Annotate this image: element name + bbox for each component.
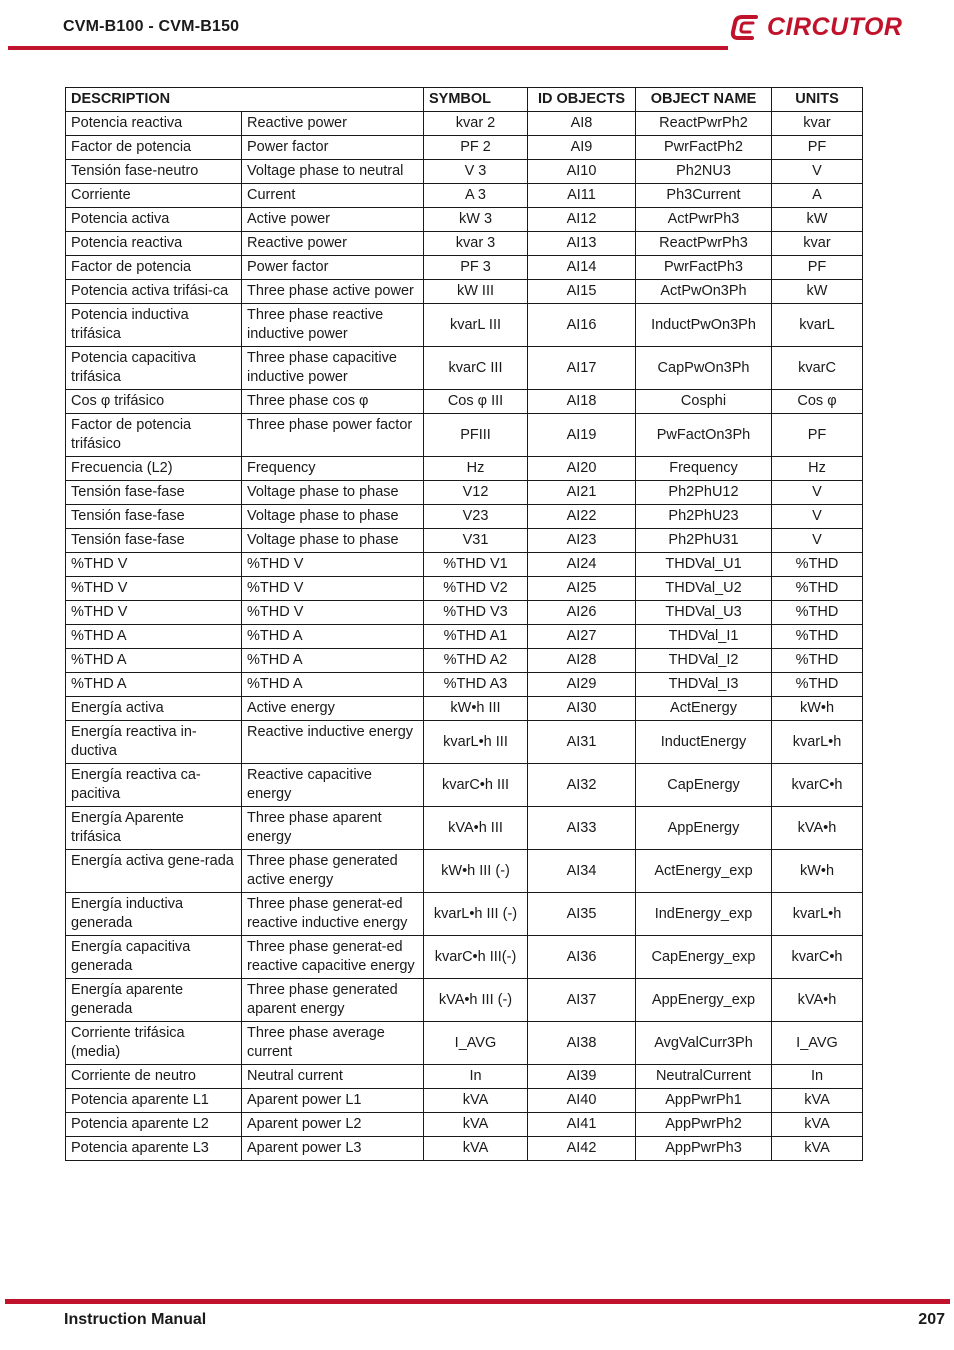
cell-id-object: AI38 <box>528 1022 636 1065</box>
footer-rule <box>5 1299 950 1304</box>
table-header-row <box>66 88 863 112</box>
cell-id-object: AI19 <box>528 414 636 457</box>
cell-symbol: PF 2 <box>424 136 528 160</box>
table-row <box>66 1113 863 1137</box>
cell-description-es: Potencia reactiva <box>66 232 242 256</box>
table-row <box>66 697 863 721</box>
cell-id-object: AI42 <box>528 1137 636 1161</box>
table-row <box>66 1137 863 1161</box>
cell-symbol: kW•h III (-) <box>424 850 528 893</box>
cell-description-en: %THD V <box>242 601 424 625</box>
table-row <box>66 577 863 601</box>
cell-units: PF <box>772 136 863 160</box>
cell-description-es: Energía capacitiva generada <box>66 936 242 979</box>
cell-symbol: V31 <box>424 529 528 553</box>
cell-description-es: Factor de potencia <box>66 256 242 280</box>
table-row <box>66 184 863 208</box>
cell-object-name: CapPwOn3Ph <box>636 347 772 390</box>
cell-description-en: Neutral current <box>242 1065 424 1089</box>
cell-description-en: Three phase aparent energy <box>242 807 424 850</box>
cell-symbol: In <box>424 1065 528 1089</box>
cell-object-name: AppPwrPh3 <box>636 1137 772 1161</box>
cell-units: %THD <box>772 601 863 625</box>
cell-symbol: %THD A3 <box>424 673 528 697</box>
cell-symbol: %THD V1 <box>424 553 528 577</box>
cell-object-name: ActPwrPh3 <box>636 208 772 232</box>
cell-id-object: AI36 <box>528 936 636 979</box>
cell-object-name: ReactPwrPh3 <box>636 232 772 256</box>
table-row <box>66 280 863 304</box>
cell-description-en: Three phase capacitive inductive power <box>242 347 424 390</box>
cell-id-object: AI40 <box>528 1089 636 1113</box>
cell-units: kvar <box>772 112 863 136</box>
cell-description-es: Tensión fase-fase <box>66 529 242 553</box>
table-row <box>66 136 863 160</box>
cell-units: %THD <box>772 673 863 697</box>
table-row <box>66 505 863 529</box>
cell-object-name: Ph2PhU12 <box>636 481 772 505</box>
cell-description-en: Three phase generated active energy <box>242 850 424 893</box>
cell-id-object: AI15 <box>528 280 636 304</box>
cell-description-en: Three phase power factor <box>242 414 424 457</box>
header-id-objects: ID OBJECTS <box>528 88 636 112</box>
cell-object-name: AppPwrPh1 <box>636 1089 772 1113</box>
table-row <box>66 807 863 850</box>
cell-id-object: AI21 <box>528 481 636 505</box>
cell-id-object: AI30 <box>528 697 636 721</box>
cell-description-en: Three phase cos φ <box>242 390 424 414</box>
cell-id-object: AI33 <box>528 807 636 850</box>
cell-id-object: AI28 <box>528 649 636 673</box>
cell-symbol: kvarL III <box>424 304 528 347</box>
cell-description-es: Corriente trifásica (media) <box>66 1022 242 1065</box>
cell-units: kvarC•h <box>772 936 863 979</box>
cell-symbol: kVA <box>424 1089 528 1113</box>
cell-object-name: Ph2PhU23 <box>636 505 772 529</box>
cell-description-en: Aparent power L3 <box>242 1137 424 1161</box>
cell-units: kW <box>772 208 863 232</box>
cell-units: PF <box>772 256 863 280</box>
cell-units: Cos φ <box>772 390 863 414</box>
cell-units: In <box>772 1065 863 1089</box>
cell-description-es: Potencia activa trifási-ca <box>66 280 242 304</box>
cell-description-en: Reactive capacitive energy <box>242 764 424 807</box>
cell-description-en: Voltage phase to phase <box>242 505 424 529</box>
cell-description-es: Potencia inductiva trifásica <box>66 304 242 347</box>
table-row <box>66 601 863 625</box>
table-row <box>66 256 863 280</box>
cell-object-name: THDVal_I2 <box>636 649 772 673</box>
cell-units: kvarL•h <box>772 721 863 764</box>
cell-id-object: AI17 <box>528 347 636 390</box>
cell-units: kVA <box>772 1113 863 1137</box>
logo-wordmark: CIRCUTOR <box>767 12 903 41</box>
cell-object-name: THDVal_U1 <box>636 553 772 577</box>
modbus-objects-table <box>65 87 863 1161</box>
cell-id-object: AI25 <box>528 577 636 601</box>
cell-description-es: Cos φ trifásico <box>66 390 242 414</box>
cell-id-object: AI32 <box>528 764 636 807</box>
cell-id-object: AI12 <box>528 208 636 232</box>
cell-object-name: Frequency <box>636 457 772 481</box>
table-row <box>66 721 863 764</box>
cell-object-name: ActEnergy <box>636 697 772 721</box>
cell-description-es: Energía Aparente trifásica <box>66 807 242 850</box>
cell-description-en: Reactive power <box>242 112 424 136</box>
table-row <box>66 764 863 807</box>
cell-units: V <box>772 160 863 184</box>
cell-description-en: Frequency <box>242 457 424 481</box>
cell-description-es: Potencia reactiva <box>66 112 242 136</box>
table-row <box>66 112 863 136</box>
cell-symbol: kvarC•h III(-) <box>424 936 528 979</box>
cell-id-object: AI24 <box>528 553 636 577</box>
table-row <box>66 893 863 936</box>
cell-id-object: AI34 <box>528 850 636 893</box>
table-row <box>66 304 863 347</box>
header-units: UNITS <box>772 88 863 112</box>
cell-symbol: %THD A2 <box>424 649 528 673</box>
cell-symbol: kvarL•h III (-) <box>424 893 528 936</box>
cell-units: kVA <box>772 1137 863 1161</box>
cell-object-name: PwrFactPh2 <box>636 136 772 160</box>
cell-units: I_AVG <box>772 1022 863 1065</box>
cell-units: %THD <box>772 577 863 601</box>
cell-description-en: Voltage phase to phase <box>242 529 424 553</box>
cell-units: kvarL•h <box>772 893 863 936</box>
cell-id-object: AI31 <box>528 721 636 764</box>
cell-object-name: PwrFactPh3 <box>636 256 772 280</box>
cell-description-es: Corriente de neutro <box>66 1065 242 1089</box>
cell-symbol: kVA <box>424 1137 528 1161</box>
cell-description-es: Factor de potencia <box>66 136 242 160</box>
cell-description-es: Frecuencia (L2) <box>66 457 242 481</box>
cell-description-es: Energía reactiva in-ductiva <box>66 721 242 764</box>
cell-symbol: %THD V2 <box>424 577 528 601</box>
table-row <box>66 979 863 1022</box>
cell-description-en: Reactive power <box>242 232 424 256</box>
table-row <box>66 232 863 256</box>
table-row <box>66 936 863 979</box>
cell-symbol: Hz <box>424 457 528 481</box>
table-row <box>66 529 863 553</box>
cell-id-object: AI8 <box>528 112 636 136</box>
cell-id-object: AI10 <box>528 160 636 184</box>
cell-symbol: PF 3 <box>424 256 528 280</box>
cell-description-en: Reactive inductive energy <box>242 721 424 764</box>
cell-description-es: %THD A <box>66 625 242 649</box>
cell-object-name: THDVal_I1 <box>636 625 772 649</box>
cell-symbol: kvar 3 <box>424 232 528 256</box>
cell-description-en: Three phase active power <box>242 280 424 304</box>
cell-id-object: AI22 <box>528 505 636 529</box>
circutor-logo-icon <box>730 10 764 44</box>
cell-id-object: AI20 <box>528 457 636 481</box>
cell-object-name: THDVal_U3 <box>636 601 772 625</box>
cell-symbol: kVA•h III (-) <box>424 979 528 1022</box>
cell-symbol: kVA <box>424 1113 528 1137</box>
cell-symbol: PFIII <box>424 414 528 457</box>
cell-description-es: Tensión fase-fase <box>66 481 242 505</box>
cell-description-en: %THD A <box>242 625 424 649</box>
cell-id-object: AI26 <box>528 601 636 625</box>
cell-description-es: Energía activa gene-rada <box>66 850 242 893</box>
cell-units: kvarL <box>772 304 863 347</box>
cell-description-en: Three phase generat-ed reactive inductive energy <box>242 893 424 936</box>
table-row <box>66 390 863 414</box>
table-row <box>66 1065 863 1089</box>
cell-description-es: %THD V <box>66 577 242 601</box>
cell-units: kW•h <box>772 850 863 893</box>
cell-description-es: Potencia capacitiva trifásica <box>66 347 242 390</box>
cell-symbol: kW III <box>424 280 528 304</box>
cell-description-en: Voltage phase to neutral <box>242 160 424 184</box>
cell-units: kvarC•h <box>772 764 863 807</box>
cell-description-es: Energía aparente generada <box>66 979 242 1022</box>
cell-id-object: AI29 <box>528 673 636 697</box>
table-row <box>66 160 863 184</box>
cell-description-es: %THD V <box>66 601 242 625</box>
cell-id-object: AI9 <box>528 136 636 160</box>
cell-object-name: THDVal_I3 <box>636 673 772 697</box>
table-row <box>66 673 863 697</box>
table-row <box>66 625 863 649</box>
cell-symbol: kvarC III <box>424 347 528 390</box>
cell-units: %THD <box>772 649 863 673</box>
cell-symbol: V 3 <box>424 160 528 184</box>
cell-units: kVA <box>772 1089 863 1113</box>
cell-object-name: NeutralCurrent <box>636 1065 772 1089</box>
cell-description-es: Corriente <box>66 184 242 208</box>
cell-symbol: I_AVG <box>424 1022 528 1065</box>
table-row <box>66 481 863 505</box>
cell-object-name: PwFactOn3Ph <box>636 414 772 457</box>
cell-description-en: %THD V <box>242 553 424 577</box>
cell-id-object: AI13 <box>528 232 636 256</box>
table-row <box>66 1089 863 1113</box>
cell-units: V <box>772 505 863 529</box>
cell-description-en: Current <box>242 184 424 208</box>
footer-manual-label: Instruction Manual <box>64 1311 207 1328</box>
table-row <box>66 553 863 577</box>
cell-symbol: V23 <box>424 505 528 529</box>
table-row <box>66 457 863 481</box>
cell-description-es: Potencia activa <box>66 208 242 232</box>
cell-symbol: kvar 2 <box>424 112 528 136</box>
cell-symbol: kW•h III <box>424 697 528 721</box>
table-row <box>66 850 863 893</box>
cell-id-object: AI18 <box>528 390 636 414</box>
cell-description-en: Aparent power L2 <box>242 1113 424 1137</box>
cell-description-es: %THD A <box>66 673 242 697</box>
cell-units: A <box>772 184 863 208</box>
cell-description-es: Potencia aparente L2 <box>66 1113 242 1137</box>
cell-description-en: %THD A <box>242 673 424 697</box>
cell-object-name: IndEnergy_exp <box>636 893 772 936</box>
cell-id-object: AI37 <box>528 979 636 1022</box>
header-symbol: SYMBOL <box>424 88 528 112</box>
cell-object-name: ActEnergy_exp <box>636 850 772 893</box>
cell-description-es: Tensión fase-fase <box>66 505 242 529</box>
cell-units: kVA•h <box>772 807 863 850</box>
cell-object-name: ActPwOn3Ph <box>636 280 772 304</box>
cell-description-es: Energía inductiva generada <box>66 893 242 936</box>
document-title: CVM-B100 - CVM-B150 <box>63 18 240 35</box>
cell-id-object: AI39 <box>528 1065 636 1089</box>
cell-symbol: V12 <box>424 481 528 505</box>
cell-description-en: Aparent power L1 <box>242 1089 424 1113</box>
cell-object-name: InductEnergy <box>636 721 772 764</box>
cell-description-es: Potencia aparente L3 <box>66 1137 242 1161</box>
cell-id-object: AI11 <box>528 184 636 208</box>
cell-symbol: kvarL•h III <box>424 721 528 764</box>
cell-description-es: %THD V <box>66 553 242 577</box>
cell-units: Hz <box>772 457 863 481</box>
cell-id-object: AI16 <box>528 304 636 347</box>
cell-description-en: %THD A <box>242 649 424 673</box>
cell-units: %THD <box>772 625 863 649</box>
cell-description-en: Three phase generated aparent energy <box>242 979 424 1022</box>
cell-id-object: AI27 <box>528 625 636 649</box>
circutor-logo <box>730 9 910 45</box>
cell-units: V <box>772 481 863 505</box>
table-body <box>66 112 863 1161</box>
cell-description-en: Active energy <box>242 697 424 721</box>
cell-units: kVA•h <box>772 979 863 1022</box>
cell-description-en: Power factor <box>242 136 424 160</box>
cell-symbol: kvarC•h III <box>424 764 528 807</box>
header-rule <box>8 46 728 50</box>
cell-description-en: Voltage phase to phase <box>242 481 424 505</box>
cell-description-en: Three phase reactive inductive power <box>242 304 424 347</box>
cell-description-es: Energía reactiva ca-pacitiva <box>66 764 242 807</box>
cell-id-object: AI14 <box>528 256 636 280</box>
cell-id-object: AI41 <box>528 1113 636 1137</box>
cell-id-object: AI23 <box>528 529 636 553</box>
table-row <box>66 1022 863 1065</box>
cell-description-en: Three phase generat-ed reactive capacitive energy <box>242 936 424 979</box>
header-object-name: OBJECT NAME <box>636 88 772 112</box>
cell-units: V <box>772 529 863 553</box>
cell-id-object: AI35 <box>528 893 636 936</box>
cell-object-name: AvgValCurr3Ph <box>636 1022 772 1065</box>
cell-symbol: A 3 <box>424 184 528 208</box>
cell-description-en: Active power <box>242 208 424 232</box>
cell-object-name: CapEnergy <box>636 764 772 807</box>
cell-units: PF <box>772 414 863 457</box>
cell-symbol: %THD V3 <box>424 601 528 625</box>
cell-description-en: Three phase average current <box>242 1022 424 1065</box>
cell-units: kvarC <box>772 347 863 390</box>
cell-object-name: InductPwOn3Ph <box>636 304 772 347</box>
cell-object-name: THDVal_U2 <box>636 577 772 601</box>
cell-description-es: Tensión fase-neutro <box>66 160 242 184</box>
cell-units: kvar <box>772 232 863 256</box>
cell-object-name: ReactPwrPh2 <box>636 112 772 136</box>
page-number: 207 <box>918 1311 945 1328</box>
cell-description-es: Factor de potencia trifásico <box>66 414 242 457</box>
cell-units: kW <box>772 280 863 304</box>
cell-object-name: Ph3Current <box>636 184 772 208</box>
cell-description-es: Energía activa <box>66 697 242 721</box>
cell-object-name: CapEnergy_exp <box>636 936 772 979</box>
cell-units: %THD <box>772 553 863 577</box>
table-row <box>66 208 863 232</box>
cell-units: kW•h <box>772 697 863 721</box>
table-row <box>66 347 863 390</box>
cell-symbol: %THD A1 <box>424 625 528 649</box>
cell-description-es: Potencia aparente L1 <box>66 1089 242 1113</box>
cell-object-name: Cosphi <box>636 390 772 414</box>
cell-object-name: AppPwrPh2 <box>636 1113 772 1137</box>
cell-description-es: %THD A <box>66 649 242 673</box>
cell-symbol: kW 3 <box>424 208 528 232</box>
cell-description-en: %THD V <box>242 577 424 601</box>
header-description: DESCRIPTION <box>66 88 424 112</box>
cell-object-name: Ph2PhU31 <box>636 529 772 553</box>
cell-object-name: Ph2NU3 <box>636 160 772 184</box>
cell-symbol: kVA•h III <box>424 807 528 850</box>
cell-object-name: AppEnergy_exp <box>636 979 772 1022</box>
table-row <box>66 414 863 457</box>
cell-object-name: AppEnergy <box>636 807 772 850</box>
cell-symbol: Cos φ III <box>424 390 528 414</box>
cell-description-en: Power factor <box>242 256 424 280</box>
table-row <box>66 649 863 673</box>
